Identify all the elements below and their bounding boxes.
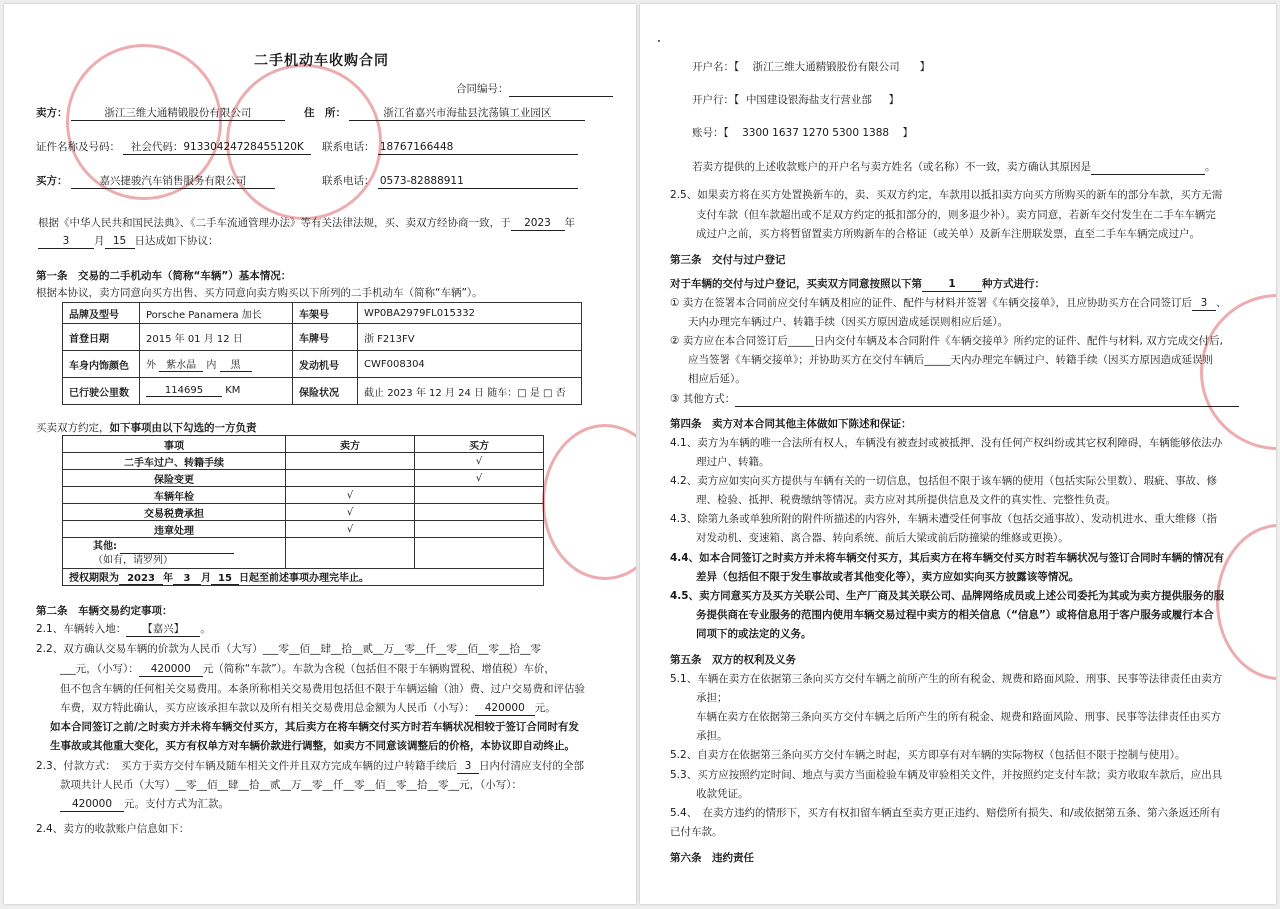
clause-5-1-line-2: 承担； — [696, 692, 728, 704]
account-bank-row: 开户行：【 中国建设银海盐支行营业部 】 — [692, 94, 900, 106]
insurance-value: 截止 2023 年 12 月 24 日 随车：□ 是 □ 否 — [358, 378, 582, 405]
account-name-row: 开户名：【 浙江三维大通精锻股份有限公司 】 — [692, 61, 931, 73]
intro-line-2: 3 月 15 日达成如下协议： — [38, 234, 219, 249]
vin-label: 车架号 — [293, 303, 358, 324]
table-row: 违章处理 √ — [63, 521, 544, 538]
clause-5-4-line-2: 已付车款。 — [670, 826, 723, 838]
clause-4-5-line-1: 4.5、卖方同意买方及买方关联公司、生产厂商及其关联公司、品牌网络成员或上述公司委托为其或为卖方提供服务的服 — [670, 590, 1225, 602]
seller-id-value: 社会代码：91330424728455120K — [123, 140, 311, 155]
buyer-phone: 0573-82888911 — [378, 174, 578, 189]
contract-page-2 — [640, 4, 1276, 904]
clause-2-2-line-4: 车费，双方特此确认，买方应该承担车款以及所有相关交易费用总金额为人民币（小写）： 420000 元。 — [60, 702, 556, 714]
seller-phone: 18767166448 — [378, 140, 578, 155]
clause-5-1-line-3: 车辆在卖方在依据第三条向买方交付车辆之后所产生的所有税金、规费和路面风险、刑事、民事等法律责任由买方 — [696, 711, 1221, 723]
contract-number-label: 合同编号： — [456, 82, 613, 97]
clause-4-4-line-2: 差异（包括但不限于发生事故或者其他变化等），卖方应如实向买方披露该等情况。 — [696, 571, 1080, 583]
mileage-label: 已行驶公里数 — [63, 378, 140, 405]
article-4-title: 第四条 卖方对本合同其他主体做如下陈述和保证： — [670, 418, 912, 430]
article-6-title: 第六条 违约责任 — [670, 852, 754, 864]
insurance-label: 保险状况 — [293, 378, 358, 405]
clause-5-4-line-1: 5.4、 在卖方违约的情形下，买方有权扣留车辆直至卖方更正违约、赔偿所有损失、和/或依据第五条、第六条返还所有 — [670, 807, 1221, 819]
buyer-name: 嘉兴捷骏汽车销售服务有限公司 — [71, 174, 275, 189]
option-1-line-1: ① 卖方在签署本合同前应交付车辆及相应的证件、配件与材料并签署《车辆交接单》，且应协助买方在合同签订后 3 、 — [670, 297, 1227, 309]
scan-speck — [658, 40, 660, 42]
buyer-phone-row: 联系电话： 0573-82888911 — [322, 174, 578, 189]
contract-title: 二手机动车收购合同 — [254, 53, 389, 69]
account-name: 浙江三维大通精锻股份有限公司 — [752, 61, 900, 73]
clause-2-5-line-3: 成过户之前，买方将暂留置卖方所购新车的合格证（或关单）及新车注册联发票，直至二手车车辆完成过户。 — [696, 228, 1200, 240]
responsibility-intro: 买卖双方约定，如下事项由以下勾选的一方负责 — [36, 422, 257, 434]
clause-4-1-line-2: 理过户、转籍。 — [696, 456, 770, 468]
seller-row: 卖方： 浙江三维大通精锻股份有限公司 — [36, 106, 285, 121]
clause-2-2-line-2: ___元，（小写）： 420000 元（简称“车款”）。车款为含税（包括但不限于车辆购置税、增值税）车价， — [60, 663, 555, 675]
clause-2-3-line-3: 420000 元。支付方式为汇款。 — [60, 797, 229, 812]
clause-4-4-line-1: 4.4、如本合同签订之时卖方并未将车辆交付买方，其后卖方在将车辆交付买方时若车辆状况与签订合同时车辆的情况有 — [670, 552, 1225, 564]
clause-2-2-line-3: 但不包含车辆的任何相关交易费用。本条所称相关交易费用包括但不限于车辆运输（油）费、过户交易费和评估验 — [60, 683, 585, 695]
brand-label: 品牌及型号 — [63, 303, 140, 324]
account-bank: 中国建设银海盐支行营业部 — [745, 94, 872, 106]
seller-id-row: 证件名称及号码： 社会代码：91330424728455120K — [36, 140, 311, 155]
option-3: ③ 其他方式： — [670, 392, 1239, 407]
clause-2-2-bold-line-1: 如本合同签订之前/之时卖方并未将车辆交付买方，其后卖方在将车辆交付买方时若车辆状况相较于签订合同时有发 — [50, 721, 579, 733]
mileage-value: 114695 KM — [140, 378, 293, 405]
resp-header-buyer: 买方 — [415, 436, 544, 453]
clause-2-2-line-1: 2.2、双方确认交易车辆的价款为人民币（大写）___零__佰__肆__拾__贰__万__零__仟__零__佰__零__拾__零 — [36, 643, 541, 655]
option-2-line-2: 应当签署《车辆交接单》；并协助买方在交付车辆后_____天内办理完车辆过户、转籍手续（因买方原因造成延误则 — [688, 354, 1213, 366]
clause-4-3-line-1: 4.3、除第九条或单独所附的附件所描述的内容外，车辆未遭受任何事故（包括交通事故）、发动机进水、重大维修（指 — [670, 513, 1217, 525]
account-note: 若卖方提供的上述收款账户的开户名与卖方姓名（或名称）不一致，卖方确认其原因是 。 — [692, 161, 1216, 173]
clause-2-3-line-1: 2.3、付款方式： 买方于卖方交付车辆及随车相关文件并且双方完成车辆的过户转籍手续后 3 日内付清应支付的全部 — [36, 760, 584, 772]
engine-label: 发动机号 — [293, 351, 358, 378]
seller-phone-row: 联系电话： 18767166448 — [322, 140, 578, 155]
clause-2-5-line-2: 支付车款（但车款超出或不足双方约定的抵扣部分的，则多退少补）。卖方同意，若新车交付发生在二手车车辆完 — [696, 209, 1216, 221]
plate-label: 车牌号 — [293, 324, 358, 351]
vehicle-info-table — [62, 302, 582, 405]
article-3-title: 第三条 交付与过户登记 — [670, 254, 786, 266]
clause-4-1-line-1: 4.1、卖方为车辆的唯一合法所有权人，车辆没有被查封或被抵押、没有任何产权纠纷或其它权利障碍，车辆能够依法办 — [670, 437, 1223, 449]
resp-header-seller: 卖方 — [286, 436, 415, 453]
clause-2-5-line-1: 2.5、如果卖方将在买方处置换新车的，卖、买双方约定，车款用以抵扣卖方向买方所购买的新车的部分车款，买方无需 — [670, 189, 1223, 201]
intro-line-1: 根据《中华人民共和国民法典》、《二手车流通管理办法》等有关法律法规，买、卖双方经协商一致，于 2023 年 — [38, 217, 575, 229]
clause-2-1: 2.1、车辆转入地： 【嘉兴】 。 — [36, 623, 211, 635]
company-seal-stamp-3 — [542, 424, 636, 580]
clause-2-3-line-2: 款项共计人民币（大写）__零__佰__肆__拾__贰__万__零__仟__零__佰__零__拾__零__元，（小写）： — [60, 779, 522, 791]
company-seal-stamp-5 — [1216, 524, 1276, 680]
article-1-text: 根据本协议，卖方同意向买方出售、买方同意向卖方购买以下所列的二手机动车（简称“车辆”）。 — [36, 287, 483, 299]
clause-4-2-line-2: 理、检验、抵押、税费缴纳等情况。卖方应对其所提供信息及文件的真实性、完整性负责。 — [696, 494, 1116, 506]
brand-value: Porsche Panamera 加长 — [140, 303, 293, 324]
reg-date-label: 首登日期 — [63, 324, 140, 351]
clause-5-2: 5.2、自卖方在依据第三条向买方交付车辆之时起，买方即享有对车辆的实际物权（包括但不限于控制与使用）。 — [670, 749, 1186, 761]
clause-2-2-bold-line-2: 生事故或其他重大变化，买方有权单方对车辆价款进行调整，如卖方不同意该调整后的价格，本协议即自动终止。 — [50, 740, 575, 752]
table-row-other: 其他: （如有，请罗列） — [63, 538, 544, 569]
table-row: 二手车过户、转籍手续 √ — [63, 453, 544, 470]
article-3-lead: 对于车辆的交付与过户登记，买卖双方同意按照以下第 1 种方式进行： — [670, 278, 1045, 290]
article-2-title: 第二条 车辆交易约定事项： — [36, 605, 173, 617]
account-number-row: 账号：【 3300 1637 1270 5300 1388 】 — [692, 127, 913, 139]
company-seal-stamp-4 — [1200, 294, 1276, 450]
reg-date-value: 2015 年 01 月 12 日 — [140, 324, 293, 351]
seller-address: 浙江省嘉兴市海盐县沈荡镇工业园区 — [349, 106, 585, 121]
color-label: 车身内饰颜色 — [63, 351, 140, 378]
buyer-row: 买方： 嘉兴捷骏汽车销售服务有限公司 — [36, 174, 275, 189]
responsibility-table — [62, 435, 544, 586]
color-value: 外 紫水晶 内 黑 — [140, 351, 293, 378]
vin-value: WP0BA2979FL015332 — [358, 303, 582, 324]
clause-5-1-line-1: 5.1、车辆在卖方在依据第三条向买方交付车辆之前所产生的所有税金、规费和路面风险、刑事、民事等法律责任由卖方 — [670, 673, 1223, 685]
option-2-line-1: ② 卖方应在本合同签订后_____日内交付车辆及本合同附件《车辆交接单》所约定的证件、配件与材料, 双方完成交付后, — [670, 335, 1224, 347]
clause-5-1-line-4: 承担。 — [696, 730, 728, 742]
option-2-line-3: 相应后延）。 — [688, 373, 746, 385]
resp-header-item: 事项 — [63, 436, 286, 453]
article-1-title: 第一条 交易的二手机动车（简称“车辆”）基本情况： — [36, 270, 292, 282]
clause-4-5-line-3: 同项下的或法定的义务。 — [696, 628, 812, 640]
contract-page-1 — [4, 4, 636, 904]
clause-2-4: 2.4、卖方的收款账户信息如下： — [36, 823, 190, 835]
seller-name: 浙江三维大通精锻股份有限公司 — [71, 106, 285, 121]
clause-5-3-line-2: 收款凭证。 — [696, 788, 749, 800]
table-row: 保险变更 √ — [63, 470, 544, 487]
clause-4-2-line-1: 4.2、卖方应如实向买方提供与车辆有关的一切信息，包括但不限于该车辆的使用（包括实际公里数）、瑕疵、事故、修 — [670, 475, 1217, 487]
plate-value: 浙 F213FV — [358, 324, 582, 351]
table-row: 车辆年检 √ — [63, 487, 544, 504]
clause-4-5-line-2: 务提供商在专业服务的范围内使用车辆交易过程中卖方的相关信息（“信息”）或将信息用于客户服务或履行本合 — [696, 609, 1214, 621]
clause-4-3-line-2: 对发动机、变速箱、离合器、转向系统、前后大梁或前后防撞梁的维修或更换）。 — [696, 532, 1069, 544]
engine-value: CWF008304 — [358, 351, 582, 378]
table-row-deadline: 授权期限为 2023 年 3 月 15 日起至前述事项办理完毕止。 — [63, 569, 544, 586]
article-5-title: 第五条 双方的权利及义务 — [670, 654, 796, 666]
address-row: 住 所： 浙江省嘉兴市海盐县沈荡镇工业园区 — [304, 106, 585, 121]
table-row: 交易税费承担 √ — [63, 504, 544, 521]
clause-5-3-line-1: 5.3、买方应按照约定时间、地点与卖方当面检验车辆及审验相关文件，并按照约定支付车款；卖方收取车款后，应出具 — [670, 769, 1223, 781]
account-number: 3300 1637 1270 5300 1388 — [742, 127, 890, 139]
option-1-line-2: 天内办理完车辆过户、转籍手续（因买方原因造成延误则相应后延）。 — [688, 316, 1009, 328]
